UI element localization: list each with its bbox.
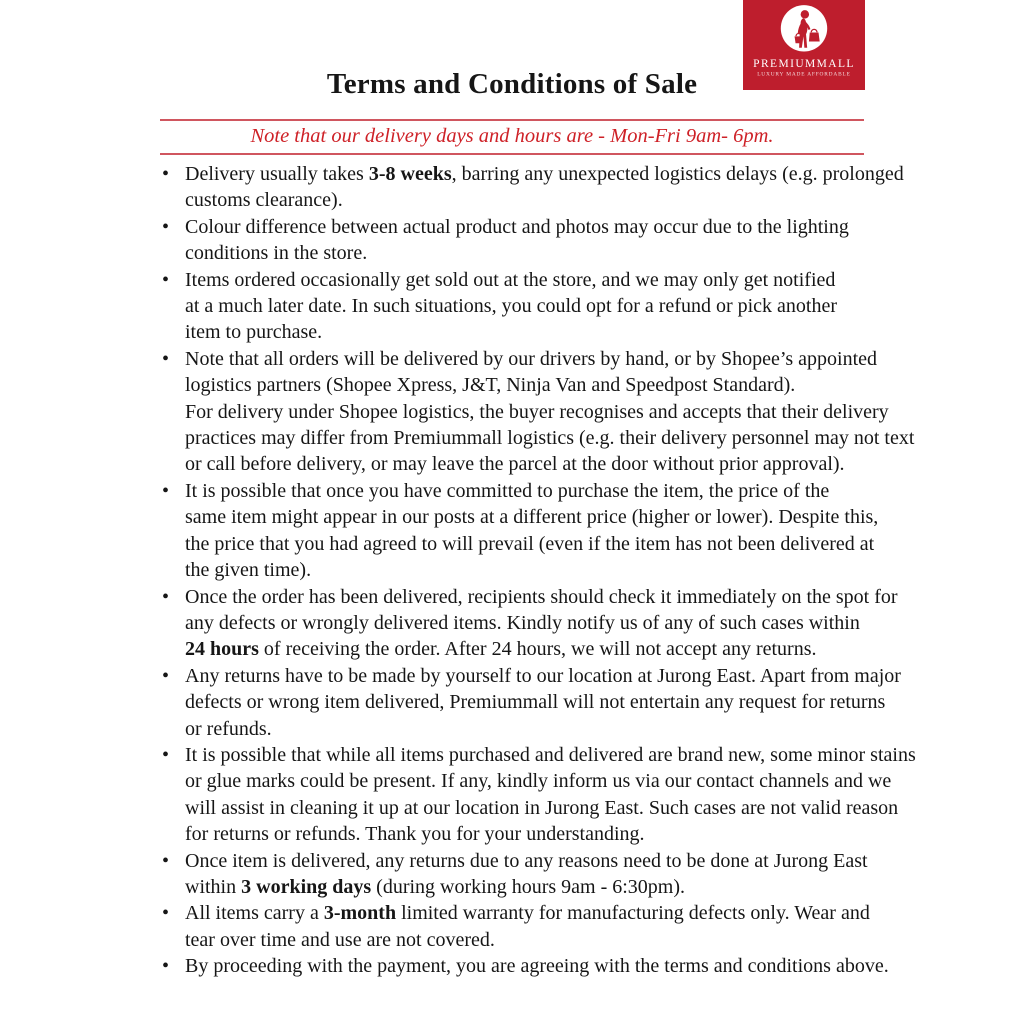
list-item [160,742,916,848]
term-text: will assist in cleaning it up at our location in Jurong East. Such cases are not valid reason [185,796,899,819]
term-text: defects or wrong item delivered, Premiummall will not entertain any request for returns [185,691,886,714]
term-text: Any returns have to be made by yourself to our location at Jurong East. Apart from major [185,664,901,687]
terms-list [160,161,916,980]
term-text: logistics partners (Shopee Xpress, J&T, Ninja Van and Speedpost Standard). [185,374,796,397]
term-text: limited warranty for manufacturing defects only. Wear and [396,902,870,925]
list-item [160,848,876,901]
list-item [160,478,879,584]
woman-shopper-icon [777,3,831,57]
term-text: All items carry a [185,902,324,925]
term-text: within [185,875,242,898]
term-text: of receiving the order. After 24 hours, we will not accept any returns. [258,638,817,661]
term-text-bold: 3 working days [241,875,372,898]
term-text: (during working hours 9am - 6:30pm). [371,875,686,898]
list-item [160,161,904,214]
delivery-note-text: Note that our delivery days and hours are - Mon-Fri 9am- 6pm. [250,125,774,147]
term-text: or call before delivery, or may leave the parcel at the door without prior approval). [185,453,845,476]
list-item [160,900,876,953]
term-text: By proceeding with the payment, you are agreeing with the terms and conditions above. [185,955,889,978]
term-text: It is possible that while all items purchased and delivered are brand new, some minor stains [185,743,916,766]
term-text: , barring any unexpected logistics delays (e.g. prolonged [451,163,904,185]
term-text: Items ordered occasionally get sold out at the store, and we may only get notified [185,268,836,291]
term-text: or refunds. [185,717,272,740]
term-text: the given time). [185,559,312,582]
term-text: It is possible that once you have committed to purchase the item, the price of the [185,479,830,502]
term-text: customs clearance). [185,189,343,212]
delivery-note-banner [160,119,864,155]
list-item [160,214,876,267]
term-text: at a much later date. In such situations, you could opt for a refund or pick another [185,295,838,318]
term-text: same item might appear in our posts at a different price (higher or lower). Despite this, [185,506,879,529]
list-item [160,663,901,742]
term-text: item to purchase. [185,321,323,344]
term-text: Note that all orders will be delivered by our drivers by hand, or by Shopee’s appointed [185,347,878,370]
list-item [160,346,915,478]
logo-tagline-text: LUXURY MADE AFFORDABLE [757,72,851,78]
list-item [160,953,889,979]
term-text-bold: 24 hours [185,638,259,661]
term-text: conditions in the store. [185,242,368,265]
list-item [160,584,898,663]
term-text: Delivery usually takes [185,163,369,185]
term-text: any defects or wrongly delivered items. Kindly notify us of any of such cases within [185,611,860,634]
term-text: practices may differ from Premiummall logistics (e.g. their delivery personnel may not text [185,427,915,450]
term-text-bold: 3-8 weeks [368,163,452,185]
term-text: or glue marks could be present. If any, kindly inform us via our contact channels and we [185,770,892,793]
list-item [160,267,876,346]
term-text: tear over time and use are not covered. [185,928,495,951]
term-text-bold: 3-month [323,902,397,925]
page-title: Terms and Conditions of Sale [326,68,698,100]
term-text: Colour difference between actual product and photos may occur due to the lighting [185,215,849,238]
term-text: Once item is delivered, any returns due to any reasons need to be done at Jurong East [185,849,868,872]
logo-brand-text: PREMIUMMALL [753,58,855,70]
term-text: the price that you had agreed to will prevail (even if the item has not been delivered at [185,532,875,555]
term-text: Once the order has been delivered, recipients should check it immediately on the spot for [185,585,898,608]
term-text: For delivery under Shopee logistics, the buyer recognises and accepts that their delivery [185,400,889,423]
term-text: for returns or refunds. Thank you for your understanding. [185,823,645,846]
